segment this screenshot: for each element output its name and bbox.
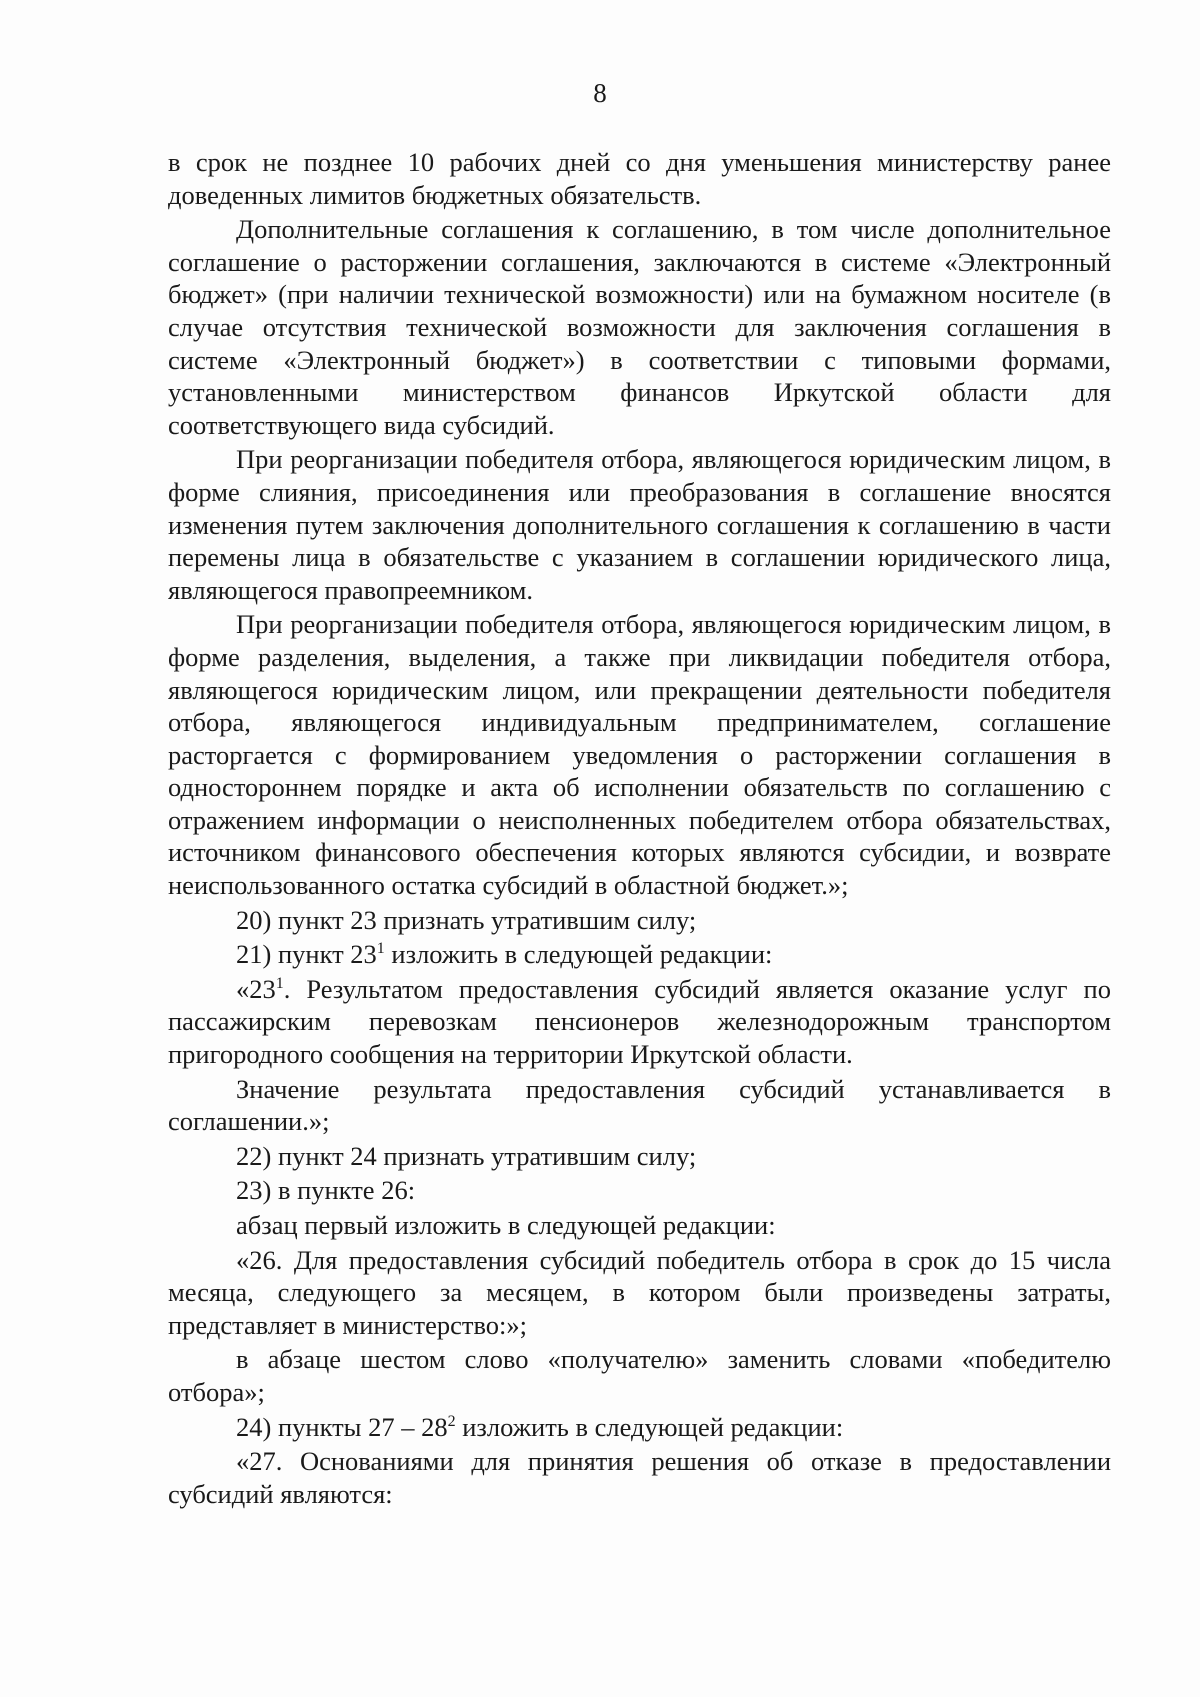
- paragraph: в абзаце шестом слово «получателю» заменить словами «победителю отбора»;: [168, 1344, 1111, 1407]
- paragraph: Дополнительные соглашения к соглашению, в том числе дополнительное соглашение о расторжении соглашения, заключаются в системе «Электронный бюджет» (при наличии технической возможности) или на бумажном носителе (в случае отсутствия технической возможности для заключения соглашения в системе «Электронный бюджет») в соответствии с типовыми формами, установленными министерством финансов Иркутской области для соответствующего вида субсидий.: [168, 214, 1111, 440]
- paragraph: [168, 1411, 1111, 1444]
- paragraph: 22) пункт 24 признать утратившим силу;: [236, 1140, 697, 1171]
- document-body: [168, 146, 1111, 1512]
- paragraph-text: «23: [236, 973, 276, 1004]
- paragraph: абзац первый изложить в следующей редакции:: [236, 1210, 776, 1240]
- paragraph-text: 21) пункт 23: [236, 939, 377, 970]
- paragraph: 20) пункт 23 признать утратившим силу;: [236, 904, 697, 935]
- paragraph: [168, 938, 1111, 971]
- paragraph: [168, 973, 1111, 1071]
- superscript: 2: [447, 1412, 456, 1430]
- page-number: 8: [593, 78, 607, 108]
- paragraph-text: изложить в следующей редакции:: [384, 939, 773, 970]
- paragraph: При реорганизации победителя отбора, являющегося юридическим лицом, в форме слияния, присоединения или преобразования в соглашение вносятся изменения путем заключения дополнительного соглашения к соглашению в части перемены лица в обязательстве с указанием в соглашении юридического лица, являющегося правопреемником.: [168, 444, 1111, 605]
- paragraph: в срок не позднее 10 рабочих дней со дня уменьшения министерству ранее доведенных лимитов бюджетных обязательств.: [168, 147, 1111, 210]
- superscript: 1: [376, 940, 385, 958]
- paragraph: При реорганизации победителя отбора, являющегося юридическим лицом, в форме разделения, выделения, а также при ликвидации победителя отбора, являющегося юридическим лицом, или прекращении деятельности победителя отбора, являющегося индивидуальным предпринимателем, соглашение расторгается с формированием уведомления о расторжении соглашения в одностороннем порядке и акта об исполнении обязательств по соглашению с отражением информации о неисполненных победителем отбора обязательствах, источником финансового обеспечения которых являются субсидии, и возврате неиспользованного остатка субсидий в областной бюджет.»;: [168, 609, 1111, 901]
- paragraph-text: 24) пункты 27 – 28: [236, 1411, 448, 1442]
- paragraph-text: изложить в следующей редакции:: [455, 1411, 844, 1442]
- paragraph: 23) в пункте 26:: [236, 1175, 416, 1206]
- paragraph: «26. Для предоставления субсидий победитель отбора в срок до 15 числа месяца, следующего за месяцем, в котором были произведены затраты, представляет в министерство:»;: [168, 1244, 1111, 1340]
- paragraph: Значение результата предоставления субсидий устанавливается в соглашении.»;: [168, 1073, 1111, 1137]
- paragraph-text: . Результатом предоставления субсидий является оказание услуг по пассажирским перевозкам пенсионеров железнодорожным транспортом пригородного сообщения на территории Иркутской области.: [168, 973, 1111, 1070]
- paragraph: «27. Основаниями для принятия решения об отказе в предоставлении субсидий являются:: [168, 1446, 1111, 1509]
- superscript: 1: [275, 975, 284, 993]
